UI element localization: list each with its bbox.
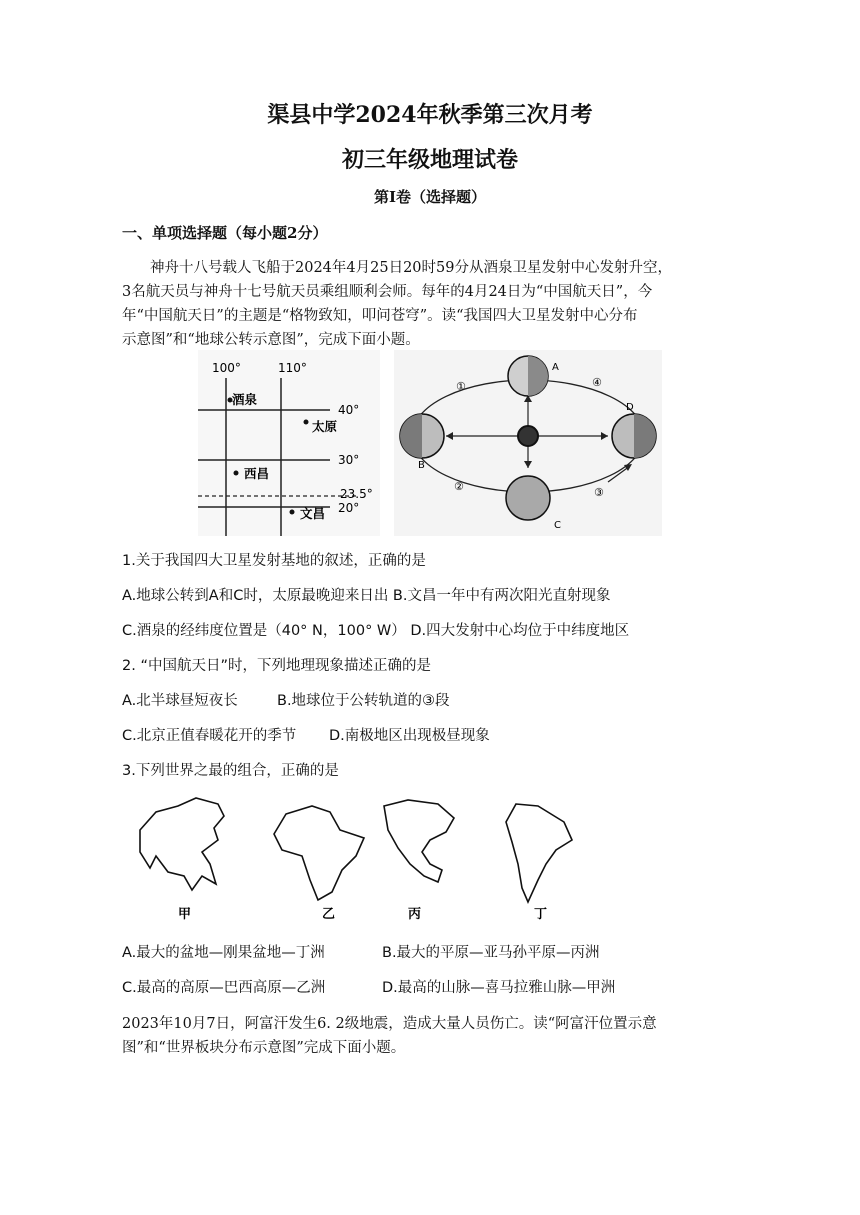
earth-c-icon bbox=[506, 476, 550, 520]
part-heading: 第Ⅰ卷（选择题） bbox=[373, 188, 487, 206]
outro-line-2: 图”和“世界板块分布示意图”完成下面小题。 bbox=[122, 1040, 406, 1056]
continent-yi-icon bbox=[274, 806, 364, 900]
continent-label-yi: 乙 bbox=[322, 907, 336, 922]
question-3-option-a: A.最大的盆地—刚果盆地—丁洲 bbox=[122, 945, 325, 961]
wenchang-dot bbox=[290, 510, 295, 515]
lon-label-100: 100° bbox=[212, 361, 241, 375]
continent-bing-icon bbox=[384, 800, 454, 882]
continent-figures bbox=[126, 792, 596, 928]
page-title: 渠县中学2024年秋季第三次月考 bbox=[267, 102, 593, 128]
site-wenchang: 文昌 bbox=[300, 506, 326, 521]
continent-label-bing: 丙 bbox=[408, 907, 422, 922]
site-jiuquan: 酒泉 bbox=[232, 392, 258, 407]
segment-1: ① bbox=[456, 380, 466, 393]
question-3-option-d: D.最高的山脉—喜马拉雅山脉—甲洲 bbox=[382, 980, 616, 996]
question-1-options-cd: C.酒泉的经纬度位置是（40° N，100° W） D.四大发射中心均位于中纬度地区 bbox=[122, 623, 630, 639]
question-3-option-c: C.最高的高原—巴西高原—乙洲 bbox=[122, 980, 326, 996]
xichang-dot bbox=[234, 471, 239, 476]
continent-label-ding: 丁 bbox=[534, 907, 548, 922]
question-2-option-c: C.北京正值春暖花开的季节 bbox=[122, 728, 297, 744]
outro-line-1: 2023年10月7日，阿富汗发生6. 2级地震，造成大量人员伤亡。读“阿富汗位置示意 bbox=[122, 1016, 657, 1032]
label-d: D bbox=[626, 402, 634, 413]
question-2-option-b: B.地球位于公转轨道的③段 bbox=[277, 693, 450, 709]
question-3-option-b: B.最大的平原—亚马孙平原—丙洲 bbox=[382, 945, 600, 961]
question-1-options-ab: A.地球公转到A和C时，太原最晚迎来日出 B.文昌一年中有两次阳光直射现象 bbox=[122, 588, 611, 604]
intro-line-3: 年“中国航天日”的主题是“格物致知，叩问苍穹”。读“我国四大卫星发射中心分布 bbox=[122, 308, 638, 324]
launch-center-map bbox=[198, 350, 380, 536]
earth-orbit-diagram bbox=[394, 350, 662, 536]
site-taiyuan: 太原 bbox=[312, 419, 338, 434]
lat-label-23-5: 23.5° bbox=[340, 487, 373, 501]
sun-icon bbox=[518, 426, 538, 446]
intro-line-2: 3名航天员与神舟十七号航天员乘组顺利会师。每年的4月24日为“中国航天日”，今 bbox=[122, 284, 653, 300]
continent-ding-icon bbox=[506, 804, 572, 902]
label-b: B bbox=[418, 460, 425, 471]
intro-line-4: 示意图”和“地球公转示意图”，完成下面小题。 bbox=[122, 332, 420, 348]
question-3-stem: 3.下列世界之最的组合，正确的是 bbox=[122, 763, 339, 779]
taiyuan-dot bbox=[304, 420, 309, 425]
label-c: C bbox=[554, 520, 561, 531]
lat-label-20: 20° bbox=[338, 501, 360, 515]
question-2-stem: 2. “中国航天日”时，下列地理现象描述正确的是 bbox=[122, 658, 431, 674]
section-heading: 一、单项选择题（每小题2分） bbox=[122, 224, 328, 242]
segment-2: ② bbox=[454, 480, 464, 493]
lon-label-110: 110° bbox=[278, 361, 307, 375]
question-1-stem: 1.关于我国四大卫星发射基地的叙述，正确的是 bbox=[122, 553, 426, 569]
lat-label-30: 30° bbox=[338, 453, 360, 467]
continent-label-jia: 甲 bbox=[178, 907, 192, 922]
question-2-option-a: A.北半球昼短夜长 bbox=[122, 693, 238, 709]
segment-3: ③ bbox=[594, 486, 604, 499]
continent-jia-icon bbox=[140, 798, 224, 890]
segment-4: ④ bbox=[592, 376, 602, 389]
site-xichang: 西昌 bbox=[244, 466, 270, 481]
intro-line-1: 神舟十八号载人飞船于2024年4月25日20时59分从酒泉卫星发射中心发射升空， bbox=[150, 260, 672, 276]
question-2-option-d: D.南极地区出现极昼现象 bbox=[329, 728, 490, 744]
lat-label-40: 40° bbox=[338, 403, 360, 417]
exam-subtitle: 初三年级地理试卷 bbox=[341, 147, 518, 173]
label-a: A bbox=[552, 362, 559, 373]
